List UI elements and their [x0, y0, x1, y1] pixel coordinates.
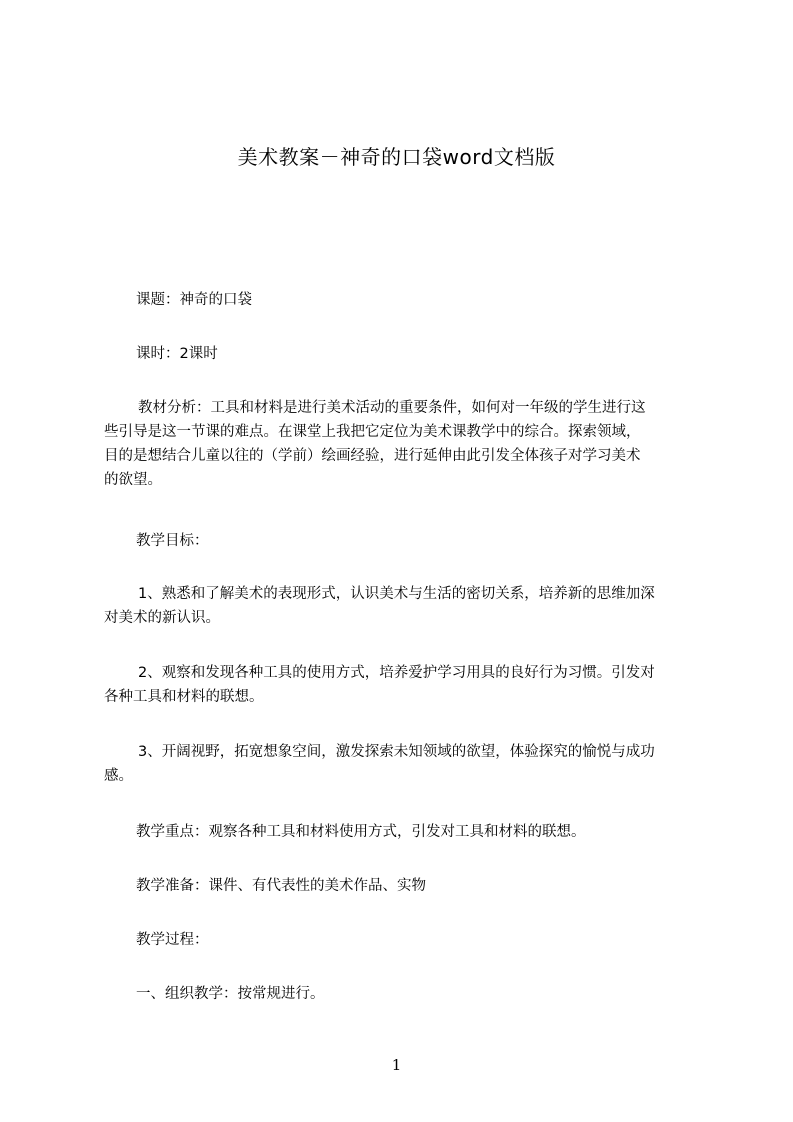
- paragraph-line: 对美术的新认识。: [104, 610, 220, 626]
- goal-2-paragraph: [104, 661, 714, 709]
- paragraph-line: 3、开阔视野，拓宽想象空间，激发探索未知领域的欲望，体验探究的愉悦与成功: [138, 744, 655, 760]
- key-points-line: 教学重点：观察各种工具和材料使用方式，引发对工具和材料的联想。: [136, 824, 586, 840]
- paragraph-line: 感。: [104, 768, 133, 784]
- paragraph-line: 教材分析：工具和材料是进行美术活动的重要条件，如何对一年级的学生进行这: [138, 400, 646, 416]
- teaching-goals-heading: 教学目标：: [136, 533, 209, 549]
- paragraph-line: 各种工具和材料的联想。: [104, 689, 264, 705]
- step-1-line: 一、组织教学：按常规进行。: [136, 986, 325, 1002]
- paragraph-line: 目的是想结合儿童以往的（学前）绘画经验，进行延伸由此引发全体孩子对学习美术: [104, 448, 641, 464]
- goal-1-paragraph: [104, 582, 714, 630]
- paragraph-line: 2、观察和发现各种工具的使用方式，培养爱护学习用具的良好行为习惯。引发对: [138, 665, 655, 681]
- preparation-line: 教学准备：课件、有代表性的美术作品、实物: [136, 878, 426, 894]
- goal-3-paragraph: [104, 740, 714, 788]
- paragraph-line: 1、熟悉和了解美术的表现形式，认识美术与生活的密切关系，培养新的思维加深: [138, 586, 655, 602]
- document-title: 美术教案－神奇的口袋word文档版: [237, 145, 556, 169]
- paragraph-line: 些引导是这一节课的难点。在课堂上我把它定位为美术课教学中的综合。探索领域，: [104, 424, 641, 440]
- subject-line: 课题：神奇的口袋: [136, 292, 252, 308]
- paragraph-line: 的欲望。: [104, 472, 162, 488]
- page-number: 1: [391, 1056, 402, 1074]
- class-hours-line: 课时：2课时: [136, 346, 218, 362]
- material-analysis-paragraph: [104, 396, 714, 492]
- teaching-process-heading: 教学过程：: [136, 932, 209, 948]
